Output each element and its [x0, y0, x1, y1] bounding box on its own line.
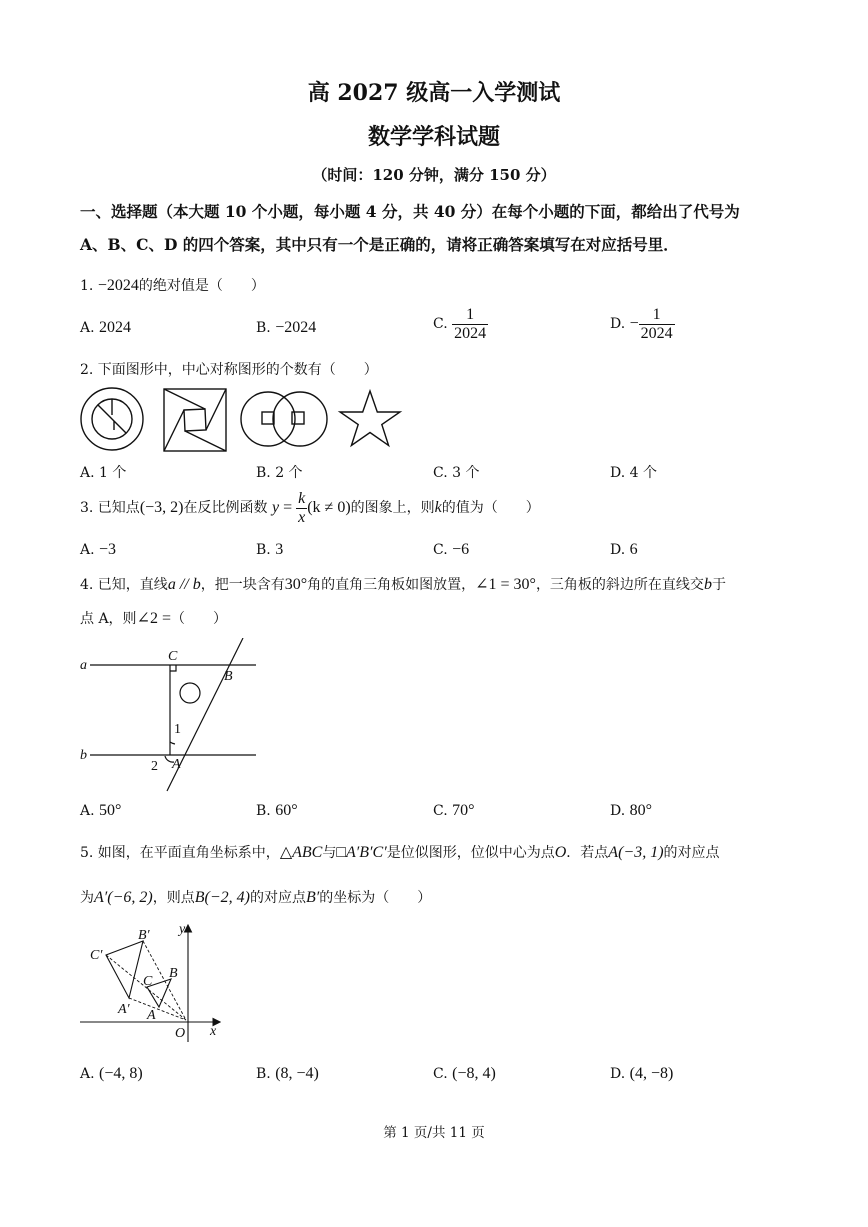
label-y: y [179, 922, 186, 937]
question-5-line1 [80, 842, 720, 862]
text: 的对应点 [663, 845, 720, 861]
exam-info: （时间：120 分钟，满分 150 分） [312, 166, 556, 184]
text: 3. 已知点 [80, 500, 140, 517]
text: 4. 已知，直线 [80, 577, 168, 593]
text: 是位似图形，位似中心为点 [386, 845, 555, 861]
angle-1: ∠1 = 30° [475, 576, 536, 593]
point-a-prime: A′(−6, 2) [94, 889, 153, 906]
exam-title: 高 2027 级高一入学测试 [307, 80, 561, 106]
ancient-coins-figure [241, 392, 327, 446]
text: 为 [80, 890, 94, 906]
q5-option-c[interactable] [433, 1065, 496, 1083]
q4-option-a[interactable] [80, 802, 121, 820]
label-angle-2: 2 [151, 759, 158, 774]
option-label: B. [256, 1066, 271, 1082]
question-4-line2 [80, 608, 227, 628]
q5-option-d[interactable] [610, 1065, 673, 1083]
text: ，则点 [152, 890, 195, 906]
triangle-a2b2c2 [106, 941, 143, 998]
triangle-hole [180, 683, 200, 703]
question-4-line1 [80, 574, 726, 594]
option-label: C. [433, 1066, 448, 1082]
text: ，把一块含有 [200, 577, 285, 593]
label-A: A [172, 757, 181, 772]
q2-option-d[interactable]: D. 4 个 [610, 465, 657, 481]
question-5-line2 [80, 887, 431, 907]
option-label: C. [433, 803, 448, 819]
q4-option-c[interactable] [433, 802, 475, 820]
fraction [639, 306, 675, 342]
no-symbol-figure [81, 388, 143, 450]
point-b: B(−2, 4) [194, 889, 250, 906]
degree-30: 30° [284, 576, 308, 593]
text: 于 [711, 577, 726, 593]
line-b: b [703, 576, 712, 593]
option-value: (−4, 8) [99, 1065, 143, 1082]
option-label: D. [610, 1066, 626, 1082]
option-value: 6 [629, 541, 638, 558]
option-label: D. [610, 803, 626, 819]
option-value: 70° [452, 802, 475, 819]
angle-1-arc [170, 742, 175, 744]
section-heading-line2: A、B、C、D 的四个答案，其中只有一个是正确的，请将正确答案填写在对应括号里． [80, 235, 679, 254]
fraction-numerator: k [298, 490, 306, 507]
function-y: y [271, 499, 280, 517]
option-label: C. [433, 316, 448, 333]
label-B: B [224, 669, 233, 684]
point-o: O [554, 844, 567, 861]
option-label: A. [80, 1066, 95, 1082]
q2-option-c[interactable]: C. 3 个 [433, 465, 480, 481]
point: (−3, 2) [139, 499, 184, 517]
label-a: A [147, 1008, 156, 1023]
option-value: −3 [99, 541, 117, 558]
fraction-denominator: 2024 [454, 324, 487, 342]
option-label: B. [256, 803, 271, 819]
text: 与 [322, 845, 337, 861]
section-heading-line1: 一、选择题（本大题 10 个小题，每小题 4 分，共 40 分）在每个小题的下面，都给出了代号为 [80, 202, 740, 221]
variable-k: k [434, 499, 442, 517]
text: 的图象上，则 [350, 500, 435, 517]
q4-option-b[interactable] [256, 802, 298, 820]
option-value: (−8, 4) [452, 1065, 496, 1082]
label-a: a [80, 658, 87, 673]
q1-option-b[interactable] [256, 319, 316, 337]
q1-option-d[interactable] [610, 306, 675, 342]
option-value: −6 [452, 541, 470, 558]
lines-parallel: a // b [167, 576, 201, 593]
text: 在反比例函数 [183, 500, 268, 517]
fraction [452, 306, 488, 342]
option-label: B. [256, 320, 271, 336]
angle-2: ∠2 = [136, 610, 171, 627]
text: 的值为（ ） [441, 500, 540, 517]
q2-option-a[interactable]: A. 1 个 [80, 465, 127, 481]
option-value: 2024 [99, 319, 132, 336]
option-label: A. [80, 320, 95, 336]
label-c: C [168, 649, 178, 664]
option-value: 60° [275, 802, 298, 819]
q3-option-c[interactable] [433, 541, 469, 559]
text: （ ） [171, 611, 227, 627]
fraction [296, 490, 307, 526]
fraction-denominator: x [298, 508, 306, 526]
page-footer: 第 1 页/共 11 页 [383, 1125, 485, 1141]
fraction-numerator: 1 [452, 306, 488, 325]
option-value: (8, −4) [275, 1065, 319, 1082]
q5-option-a[interactable] [80, 1065, 143, 1083]
q5-option-b[interactable] [256, 1065, 319, 1083]
triangle-a2b2c2: □A′B′C′ [336, 844, 387, 861]
fraction-denominator: 2024 [640, 324, 673, 342]
label-b: B [169, 966, 178, 981]
q3-option-d[interactable] [610, 541, 638, 559]
q2-figures [78, 386, 408, 452]
option-value: 50° [99, 802, 122, 819]
option-value: 3 [275, 541, 284, 558]
fraction-numerator: 1 [639, 306, 675, 325]
q1-option-c[interactable] [433, 306, 488, 342]
text: 点 A，则 [80, 611, 137, 627]
q1-option-a[interactable] [80, 319, 131, 337]
text: 的对应点 [249, 890, 306, 906]
q4-figure [76, 638, 266, 794]
question-text: 的绝对值是（ ） [138, 278, 265, 294]
option-value: (4, −8) [629, 1065, 674, 1082]
option-label: C. [433, 542, 448, 558]
label-o: O [175, 1026, 186, 1041]
pinwheel-square-figure [164, 389, 226, 451]
option-value: −2024 [275, 319, 317, 336]
option-label: D. [610, 316, 626, 333]
q4-option-d[interactable] [610, 802, 652, 820]
text: 角的直角三角板如图放置， [307, 577, 476, 593]
expression: −2024 [97, 277, 139, 294]
question-1 [80, 275, 265, 295]
text: 5. 如图，在平面直角坐标系中， [80, 845, 280, 861]
subject-title: 数学学科试题 [367, 124, 500, 150]
text: ．若点 [566, 845, 609, 861]
condition: (k ≠ 0) [307, 499, 351, 517]
q5-figure [76, 918, 226, 1046]
label-c: C [143, 974, 153, 989]
option-label: A. [80, 542, 95, 558]
star-figure [340, 391, 400, 446]
question-3 [80, 490, 540, 526]
text: ，三角板的斜边所在直线交 [535, 577, 704, 593]
option-label: D. [610, 542, 626, 558]
q3-option-b[interactable] [256, 541, 283, 559]
question-number: 1. [80, 278, 94, 294]
option-label: A. [80, 803, 95, 819]
q3-option-a[interactable] [80, 541, 116, 559]
label-b-prime: B′ [138, 928, 150, 943]
label-b: b [80, 748, 87, 763]
minus-sign: − [629, 315, 639, 333]
label-c-prime: C′ [90, 948, 103, 963]
equals-sign: = [279, 499, 297, 517]
option-label: B. [256, 542, 271, 558]
point-a: A(−3, 1) [608, 844, 664, 861]
label-x: x [210, 1024, 217, 1039]
text: 的坐标为（ ） [319, 890, 432, 906]
question-2: 2. 下面图形中，中心对称图形的个数有（ ） [80, 362, 378, 378]
q2-option-b[interactable]: B. 2 个 [256, 465, 303, 481]
right-angle-mark [170, 665, 176, 671]
triangle-abc: △ABC [279, 844, 323, 861]
option-value: 80° [629, 802, 653, 819]
label-angle-1: 1 [174, 722, 181, 737]
label-a-prime: A′ [118, 1002, 130, 1017]
point-b-prime: B′ [305, 889, 320, 906]
